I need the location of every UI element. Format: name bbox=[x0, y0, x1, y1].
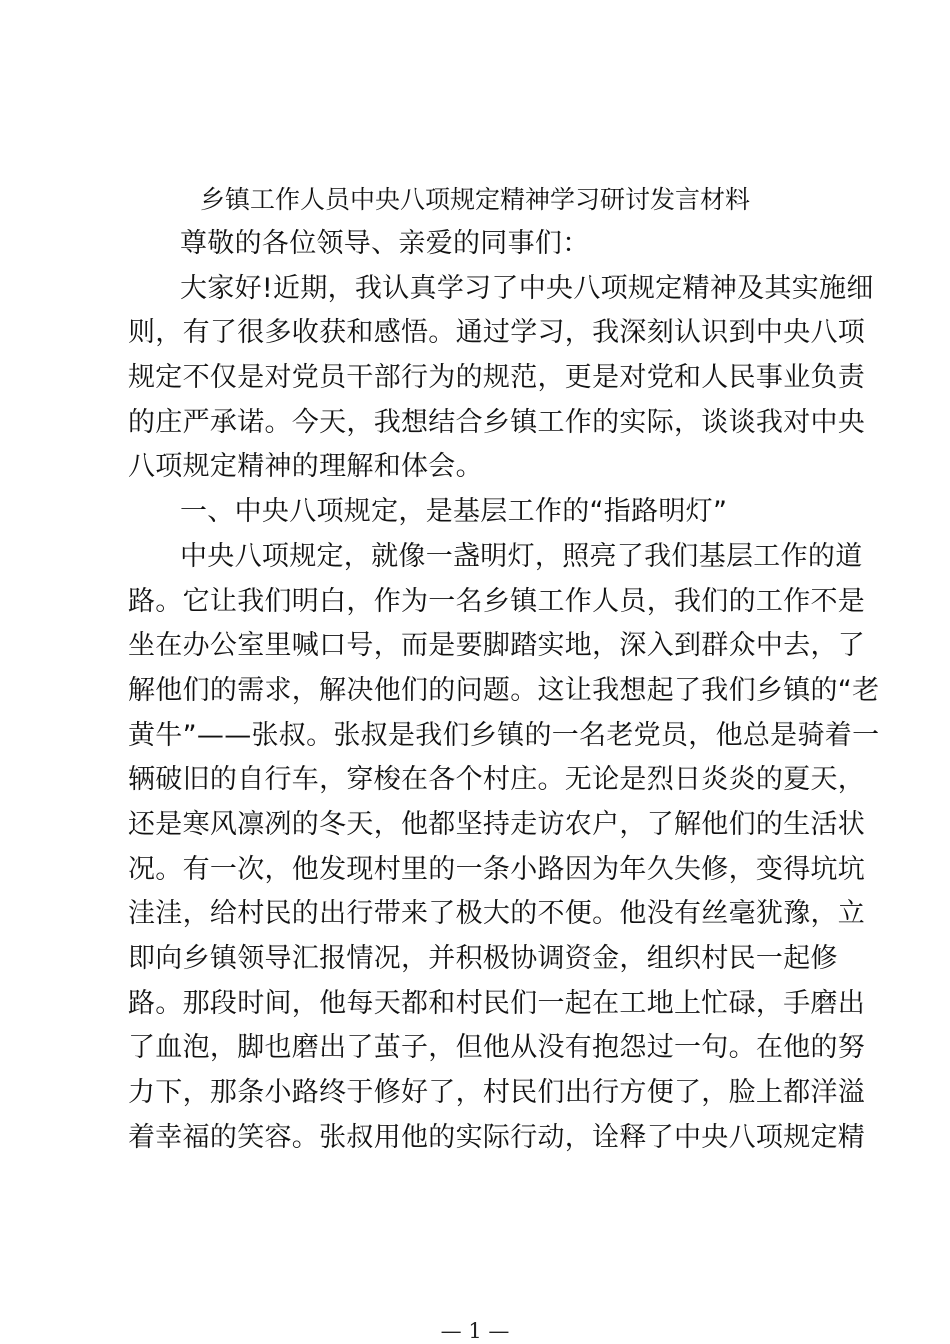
paragraph-line: 的庄严承诺。今天，我想结合乡镇工作的实际，谈谈我对中央 bbox=[128, 406, 866, 438]
document-title: 乡镇工作人员中央八项规定精神学习研讨发言材料 bbox=[200, 185, 751, 214]
paragraph-line: 了血泡，脚也磨出了茧子，但他从没有抱怨过一句。在他的努 bbox=[128, 1032, 866, 1064]
section-heading: 一、中央八项规定，是基层工作的“指路明灯” bbox=[180, 496, 728, 528]
paragraph-line: 况。有一次，他发现村里的一条小路因为年久失修，变得坑坑 bbox=[128, 853, 866, 885]
paragraph-line: 还是寒风凛冽的冬天，他都坚持走访农户，了解他们的生活状 bbox=[128, 808, 866, 840]
paragraph-line: 着幸福的笑容。张叔用他的实际行动，诠释了中央八项规定精 bbox=[128, 1121, 866, 1153]
paragraph-line: 规定不仅是对党员干部行为的规范，更是对党和人民事业负责 bbox=[128, 362, 866, 394]
paragraph-line: 辆破旧的自行车，穿梭在各个村庄。无论是烈日炎炎的夏天， bbox=[128, 764, 866, 796]
document-body bbox=[128, 222, 880, 1160]
paragraph-line: 八项规定精神的理解和体会。 bbox=[128, 451, 483, 483]
salutation-line: 尊敬的各位领导、亲爱的同事们： bbox=[180, 228, 590, 259]
paragraph-line: 洼洼，给村民的出行带来了极大的不便。他没有丝毫犹豫，立 bbox=[128, 898, 866, 930]
paragraph-line: 力下，那条小路终于修好了，村民们出行方便了，脸上都洋溢 bbox=[128, 1077, 866, 1109]
page-number: — 1 — bbox=[440, 1319, 510, 1343]
paragraph-line: 解他们的需求，解决他们的问题。这让我想起了我们乡镇的“老 bbox=[128, 674, 880, 706]
paragraph-line: 即向乡镇领导汇报情况，并积极协调资金，组织村民一起修 bbox=[128, 943, 838, 974]
paragraph-line: 路。它让我们明白，作为一名乡镇工作人员，我们的工作不是 bbox=[128, 585, 866, 617]
paragraph-line: 大家好!近期，我认真学习了中央八项规定精神及其实施细 bbox=[180, 272, 874, 304]
paragraph-line: 则，有了很多收获和感悟。通过学习，我深刻认识到中央八项 bbox=[128, 317, 866, 349]
paragraph-line: 坐在办公室里喊口号，而是要脚踏实地，深入到群众中去，了 bbox=[128, 630, 866, 662]
paragraph-line: 黄牛”——张叔。张叔是我们乡镇的一名老党员，他总是骑着一 bbox=[128, 719, 880, 751]
paragraph-line: 路。那段时间，他每天都和村民们一起在工地上忙碌，手磨出 bbox=[128, 987, 866, 1019]
paragraph-line: 中央八项规定，就像一盏明灯，照亮了我们基层工作的道 bbox=[180, 540, 863, 572]
